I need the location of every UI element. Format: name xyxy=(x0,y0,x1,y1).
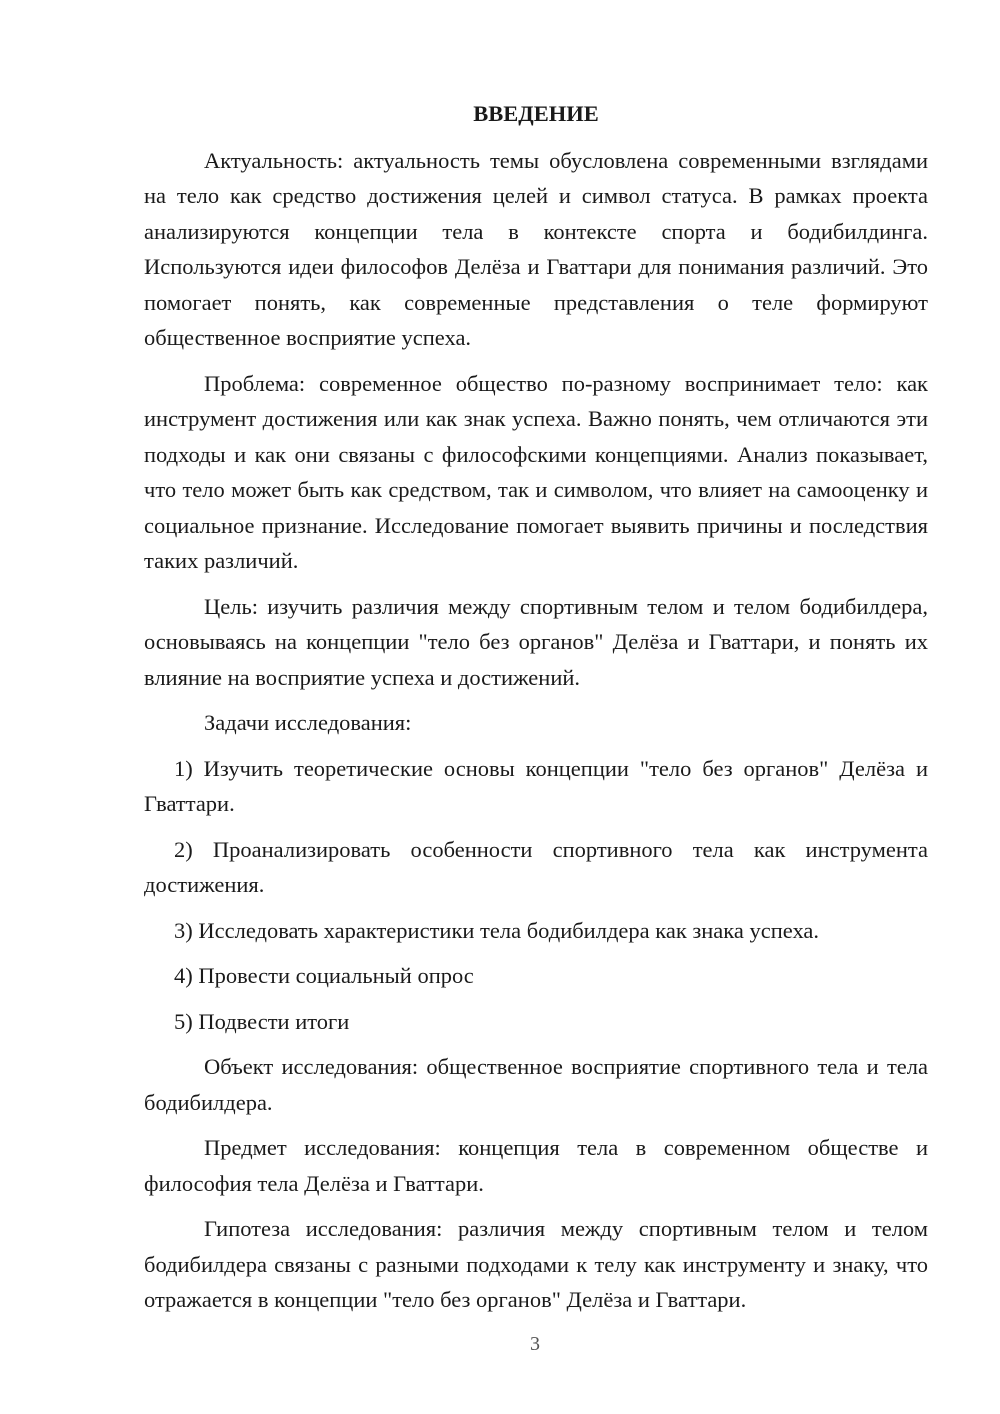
paragraph-tasks-heading: Задачи исследования: xyxy=(204,710,412,735)
task-item-2: 2) Проанализировать особенности спортивного тела как инструмента достижения. xyxy=(144,836,928,897)
document-page xyxy=(144,96,928,1328)
paragraph-relevance: Актуальность: актуальность темы обусловлена современными взглядами на тело как средство достижения целей и символ статуса. В рамках проекта анализируются концепции тела в контексте спорта и бодибилдинга. Используются идеи философов Делёза и Гваттари для понимания различий. Это помогает понять, как современные представления о теле формируют общественное восприятие успеха. xyxy=(144,147,928,350)
paragraph-goal: Цель: изучить различия между спортивным телом и телом бодибилдера, основываясь на концепции "тело без органов" Делёза и Гваттари, и понять их влияние на восприятие успеха и достижений. xyxy=(144,593,928,690)
task-item-1: 1) Изучить теоретические основы концепции "тело без органов" Делёза и Гваттари. xyxy=(144,755,928,816)
page-number: 3 xyxy=(530,1333,540,1355)
task-item-5: 5) Подвести итоги xyxy=(174,1008,350,1034)
task-item-3: 3) Исследовать характеристики тела бодибилдера как знака успеха. xyxy=(174,917,820,943)
paragraph-hypothesis: Гипотеза исследования: различия между спортивным телом и телом бодибилдера связаны с разными подходами к телу как инструменту и знаку, что отражается в концепции "тело без органов" Делёза и Гваттари. xyxy=(144,1216,928,1312)
paragraph-object: Объект исследования: общественное восприятие спортивного тела и тела бодибилдера. xyxy=(144,1054,928,1115)
paragraph-subject: Предмет исследования: концепция тела в современном обществе и философия тела Делёза и Гваттари. xyxy=(144,1135,928,1196)
paragraph-problem: Проблема: современное общество по-разному воспринимает тело: как инструмент достижения или как знак успеха. Важно понять, чем отличаются эти подходы и как они связаны с философскими концепциями. Анализ показывает, что тело может быть как средством, так и символом, что влияет на самооценку и социальное признание. Исследование помогает выявить причины и последствия таких различий. xyxy=(144,370,928,573)
document-title: ВВЕДЕНИЕ xyxy=(473,101,599,126)
task-item-4: 4) Провести социальный опрос xyxy=(174,963,474,988)
